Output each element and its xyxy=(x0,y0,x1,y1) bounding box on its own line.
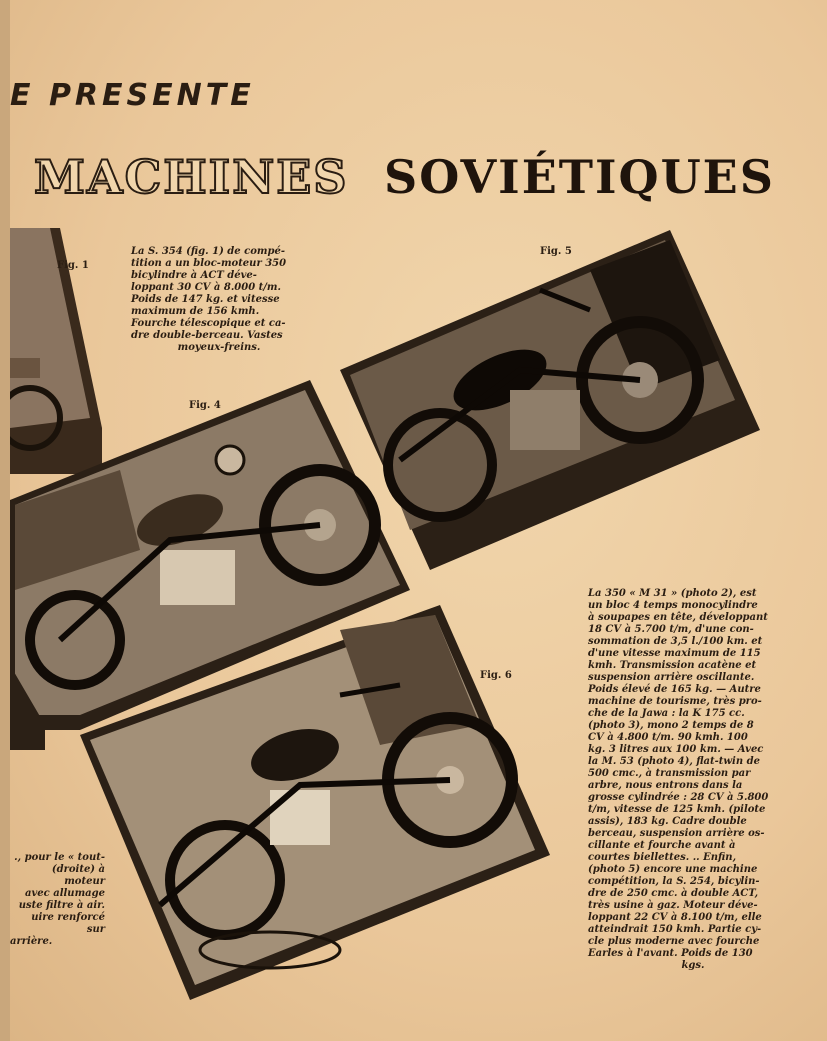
caption-line: cillante et fourche avant à xyxy=(588,840,736,851)
caption-line: Poids de 147 kg. et vitesse xyxy=(131,294,280,305)
caption-line: La S. 354 (fig. 1) de compé- xyxy=(131,246,285,257)
caption-line: che de la Jawa : la K 175 cc. xyxy=(588,708,745,719)
caption-line: à soupapes en tête, développant xyxy=(588,612,768,623)
fig1-label: Fig. 1 xyxy=(57,260,89,271)
caption-line: d'une vitesse maximum de 115 xyxy=(588,648,761,659)
caption-line: uste filtre à air. xyxy=(18,900,105,911)
fig5-label: Fig. 5 xyxy=(540,246,572,257)
caption-line: tition a un bloc-moteur 350 xyxy=(131,258,287,269)
caption-line: loppant 22 CV à 8.100 t/m, elle xyxy=(588,912,762,923)
caption-line: la M. 53 (photo 4), flat-twin de xyxy=(588,756,760,767)
header-kicker: E PRESENTE xyxy=(10,78,255,113)
caption-line: très usine à gaz. Moteur déve- xyxy=(588,900,758,911)
caption-line: kg. 3 litres aux 100 km. — Avec xyxy=(588,744,764,755)
caption-line: uire renforcé sur xyxy=(31,912,105,935)
caption-line: (droite) à moteur xyxy=(51,864,105,887)
caption-right xyxy=(588,588,798,972)
caption-line: dre double-berceau. Vastes xyxy=(131,330,283,341)
caption-line: arbre, nous entrons dans la xyxy=(588,780,743,791)
caption-line: t/m, vitesse de 125 kmh. (pilote xyxy=(588,804,766,815)
fig6-label: Fig. 6 xyxy=(480,670,512,681)
photo-fig6 xyxy=(80,605,550,1005)
fig4-label: Fig. 4 xyxy=(189,400,221,411)
caption-line: cle plus moderne avec fourche xyxy=(588,936,760,947)
caption-line: suspension arrière oscillante. xyxy=(588,672,755,683)
caption-line: avec allumage xyxy=(25,888,105,899)
caption-line: (photo 3), mono 2 temps de 8 xyxy=(588,720,754,731)
caption-top xyxy=(131,246,307,354)
caption-line: bicylindre à ACT déve- xyxy=(131,270,257,281)
caption-line: assis), 183 kg. Cadre double xyxy=(588,816,747,827)
caption-line: 18 CV à 5.700 t/m, d'une con- xyxy=(588,624,754,635)
photo-edge-fragment xyxy=(10,665,45,750)
caption-line: moyeux-freins. xyxy=(177,342,261,353)
title-outline-word: MACHINES xyxy=(34,150,349,204)
caption-line: La 350 « M 31 » (photo 2), est xyxy=(588,588,757,599)
caption-line: courtes biellettes. .. Enfin, xyxy=(588,852,737,863)
caption-line: ., pour le « tout- xyxy=(14,852,105,863)
caption-line: berceau, suspension arrière os- xyxy=(588,828,765,839)
caption-line: grosse cylindrée : 28 CV à 5.800 xyxy=(588,792,769,803)
caption-line: Poids élevé de 165 kg. — Autre xyxy=(588,684,761,695)
caption-line: machine de tourisme, très pro- xyxy=(588,696,762,707)
caption-line: CV à 4.800 t/m. 90 kmh. 100 xyxy=(588,732,748,743)
caption-line: compétition, la S. 254, bicylin- xyxy=(588,876,760,887)
caption-line: 500 cmc., à transmission par xyxy=(588,768,751,779)
caption-line: arrière. xyxy=(10,936,53,947)
caption-left-fragment xyxy=(10,852,105,948)
caption-line: (photo 5) encore une machine xyxy=(588,864,758,875)
caption-line: un bloc 4 temps monocylindre xyxy=(588,600,758,611)
caption-line: sommation de 3,5 l./100 km. et xyxy=(588,636,763,647)
caption-line: maximum de 156 kmh. xyxy=(131,306,260,317)
caption-line: Earles à l'avant. Poids de 130 xyxy=(588,948,753,959)
caption-line: Fourche télescopique et ca- xyxy=(131,318,286,329)
title-solid-word: SOVIÉTIQUES xyxy=(384,150,775,204)
page-edge xyxy=(0,0,10,1041)
caption-line: kmh. Transmission acatène et xyxy=(588,660,757,671)
magazine-page xyxy=(10,0,827,1041)
caption-line: dre de 250 cmc. à double ACT, xyxy=(588,888,759,899)
caption-line: atteindrait 150 kmh. Partie cy- xyxy=(588,924,762,935)
caption-line: kgs. xyxy=(681,960,705,971)
caption-line: loppant 30 CV à 8.000 t/m. xyxy=(131,282,281,293)
